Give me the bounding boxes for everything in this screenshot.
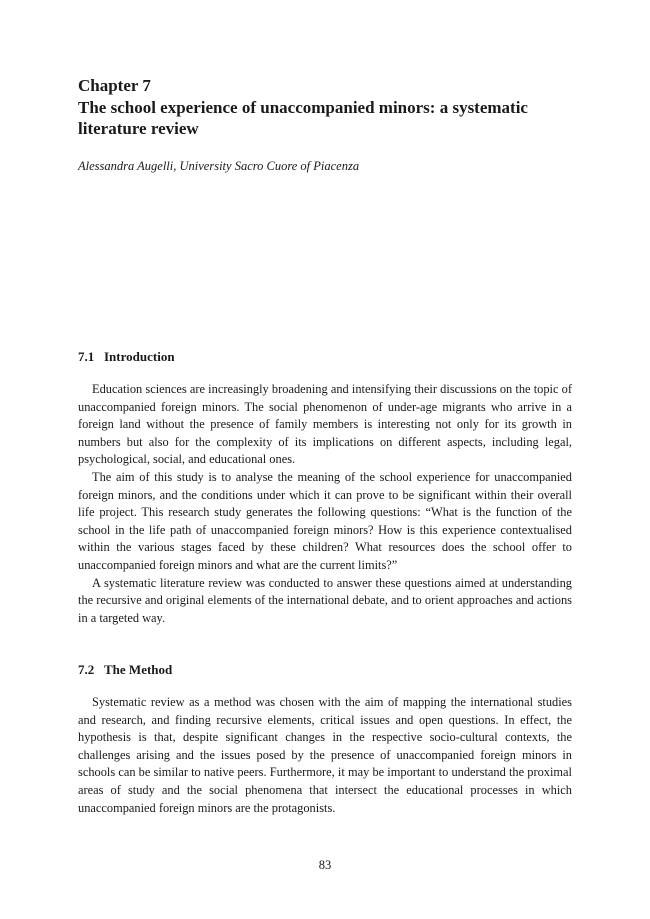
section-title: Introduction [104, 349, 175, 364]
section-body-method [78, 694, 572, 817]
paragraph: The aim of this study is to analyse the meaning of the school experience for unaccompanied foreign minors, and the conditions under which it can prove to be significant within their overall life project. This research study generates the following questions: “What is the function of the school in the life path of unaccompanied foreign minors? How is this experience contextualised within the various stages faced by these children? What resources does the school offer to unaccompanied foreign minors and what are the current limits?” [78, 469, 572, 572]
section-title: The Method [104, 662, 173, 677]
chapter-label: Chapter 7 [78, 76, 151, 95]
section-number: 7.2 [78, 662, 95, 677]
paragraph: A systematic literature review was conducted to answer these questions aimed at understanding the recursive and original elements of the international debate, and to orient approaches and actions in a targeted way. [78, 575, 572, 625]
section-heading-introduction [78, 349, 175, 365]
paragraph: Education sciences are increasingly broadening and intensifying their discussions on the topic of unaccompanied foreign minors. The social phenomenon of under-age migrants who arrive in a foreign land without the presence of family members is interesting not only for its growth in numbers but also for the complexity of its implications on different aspects, including legal, psychological, social, and educational ones. [78, 382, 572, 467]
chapter-title: The school experience of unaccompanied minors: a systematic literature review [78, 98, 528, 138]
section-heading-method [78, 662, 172, 678]
paragraph: Systematic review as a method was chosen with the aim of mapping the international studies and research, and finding recursive elements, critical issues and open questions. In effect, the hypothesis is that, despite significant changes in the respective socio-cultural contexts, the challenges arising and the issues posed by the presence of unaccompanied foreign minors in schools can be similar to native peers. Furthermore, it may be important to understand the proximal areas of study and the social phenomena that intersect the educational processes in which unaccompanied foreign minors are the protagonists. [78, 695, 572, 815]
section-number: 7.1 [78, 349, 95, 364]
author-affiliation: Alessandra Augelli, University Sacro Cuore of Piacenza [78, 159, 360, 173]
section-body-introduction [78, 381, 572, 627]
page-number: 83 [318, 858, 332, 872]
